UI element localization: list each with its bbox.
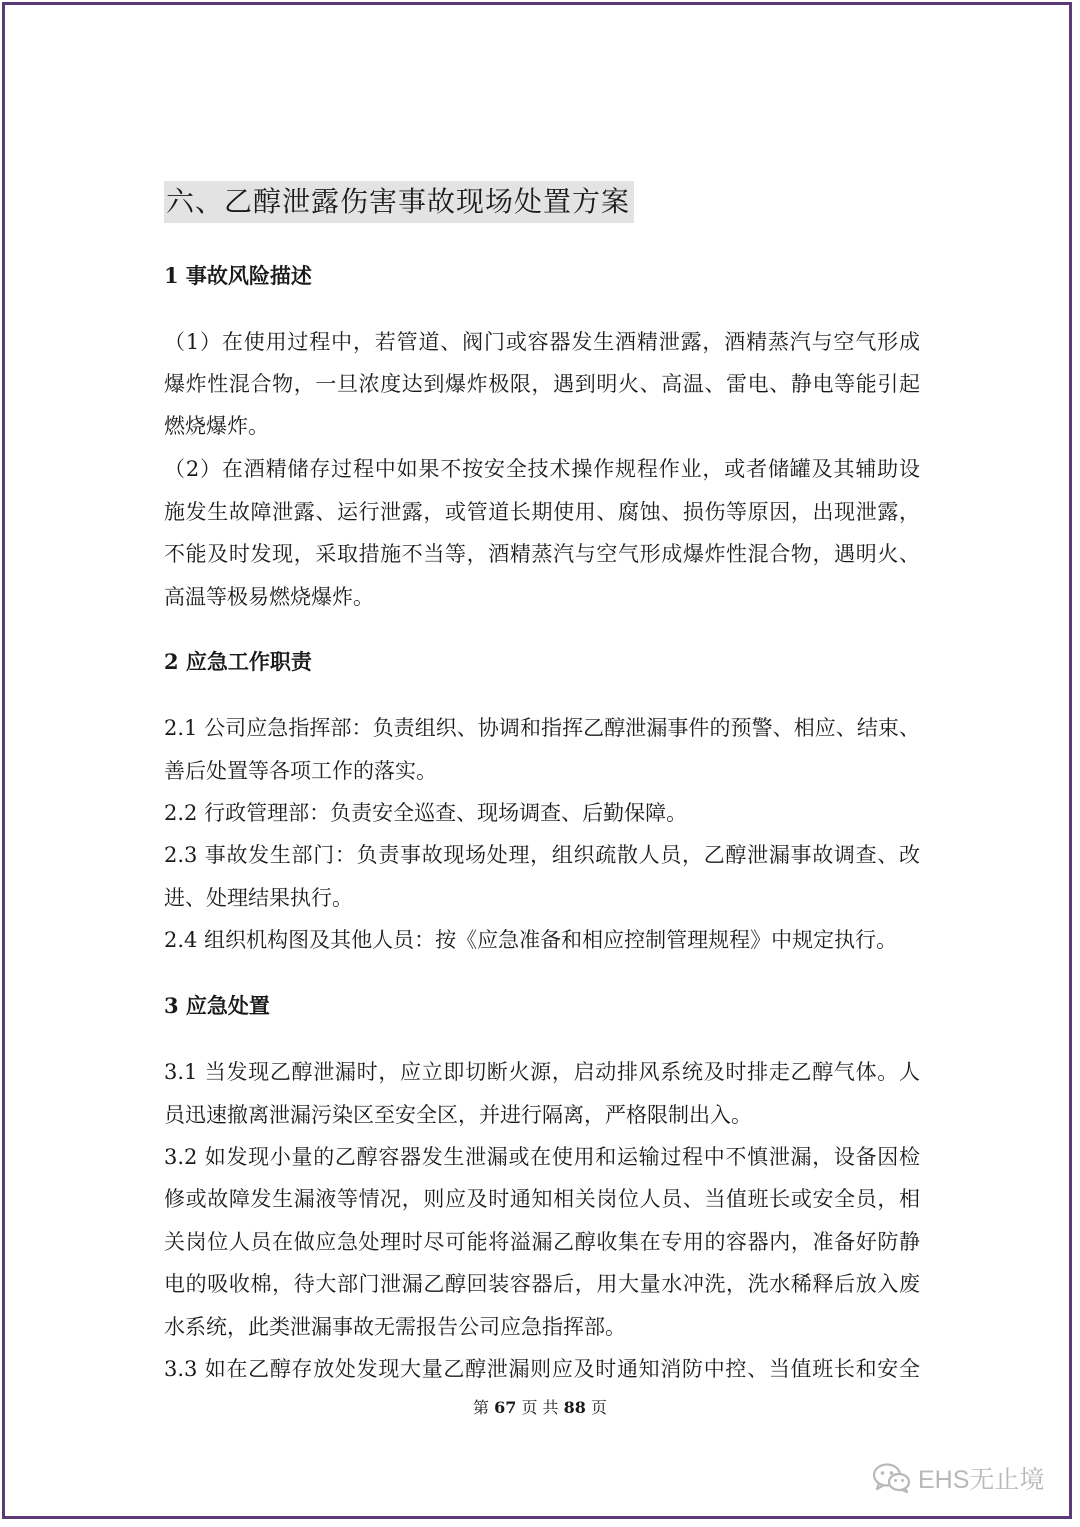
paragraph-line: 2.2 行政管理部：负责安全巡查、现场调查、后勤保障。 bbox=[164, 801, 688, 825]
section-heading-2: 2 应急工作职责 bbox=[164, 649, 312, 674]
page-number-footer bbox=[0, 1396, 1080, 1420]
paragraph-line: 善后处置等各项工作的落实。 bbox=[164, 759, 437, 783]
page-title: 六、乙醇泄露伤害事故现场处置方案 bbox=[164, 181, 634, 223]
paragraph-line: 爆炸性混合物，一旦浓度达到爆炸极限，遇到明火、高温、雷电、静电等能引起 bbox=[164, 372, 920, 396]
paragraph-line: 高温等极易燃烧爆炸。 bbox=[164, 585, 374, 609]
footer-prefix: 第 bbox=[472, 1398, 489, 1417]
paragraph-line: （2）在酒精储存过程中如果不按安全技术操作规程作业，或者储罐及其辅助设 bbox=[164, 457, 920, 481]
paragraph-line: 3.3 如在乙醇存放处发现大量乙醇泄漏则应及时通知消防中控、当值班长和安全 bbox=[164, 1357, 920, 1381]
paragraph-line: 员迅速撤离泄漏污染区至安全区，并进行隔离，严格限制出入。 bbox=[164, 1103, 752, 1127]
paragraph-line: 进、处理结果执行。 bbox=[164, 886, 353, 910]
paragraph-line: 修或故障发生漏液等情况，则应及时通知相关岗位人员、当值班长或安全员，相 bbox=[164, 1187, 920, 1211]
paragraph-line: （1）在使用过程中，若管道、阀门或容器发生酒精泄露，酒精蒸汽与空气形成 bbox=[164, 330, 920, 354]
paragraph-line: 关岗位人员在做应急处理时尽可能将溢漏乙醇收集在专用的容器内，准备好防静 bbox=[164, 1230, 920, 1254]
paragraph-line: 3.1 当发现乙醇泄漏时，应立即切断火源，启动排风系统及时排走乙醇气体。人 bbox=[164, 1060, 920, 1084]
footer-middle: 页 共 bbox=[521, 1398, 559, 1417]
footer-suffix: 页 bbox=[591, 1398, 608, 1417]
paragraph-line: 3.2 如发现小量的乙醇容器发生泄漏或在使用和运输过程中不慎泄漏，设备因检 bbox=[164, 1145, 920, 1169]
total-pages-number: 88 bbox=[563, 1398, 586, 1417]
section-heading-1: 1 事故风险描述 bbox=[164, 263, 312, 288]
paragraph-line: 2.1 公司应急指挥部：负责组织、协调和指挥乙醇泄漏事件的预警、相应、结束、 bbox=[164, 716, 920, 740]
paragraph-line: 不能及时发现，采取措施不当等，酒精蒸汽与空气形成爆炸性混合物，遇明火、 bbox=[164, 542, 920, 566]
section-heading-3: 3 应急处置 bbox=[164, 993, 270, 1018]
current-page-number: 67 bbox=[494, 1398, 517, 1417]
watermark-text: EHS无止境 bbox=[918, 1466, 1045, 1494]
watermark bbox=[872, 1460, 1044, 1496]
paragraph-line: 水系统，此类泄漏事故无需报告公司应急指挥部。 bbox=[164, 1315, 626, 1339]
wechat-icon bbox=[872, 1462, 912, 1494]
paragraph-line: 2.4 组织机构图及其他人员：按《应急准备和相应控制管理规程》中规定执行。 bbox=[164, 928, 898, 952]
paragraph-line: 施发生故障泄露、运行泄露，或管道长期使用、腐蚀、损伤等原因，出现泄露， bbox=[164, 500, 920, 524]
paragraph-line: 2.3 事故发生部门：负责事故现场处理，组织疏散人员，乙醇泄漏事故调查、改 bbox=[164, 843, 920, 867]
paragraph-line: 燃烧爆炸。 bbox=[164, 414, 269, 438]
paragraph-line: 电的吸收棉，待大部门泄漏乙醇回装容器后，用大量水冲洗，洗水稀释后放入废 bbox=[164, 1272, 920, 1296]
